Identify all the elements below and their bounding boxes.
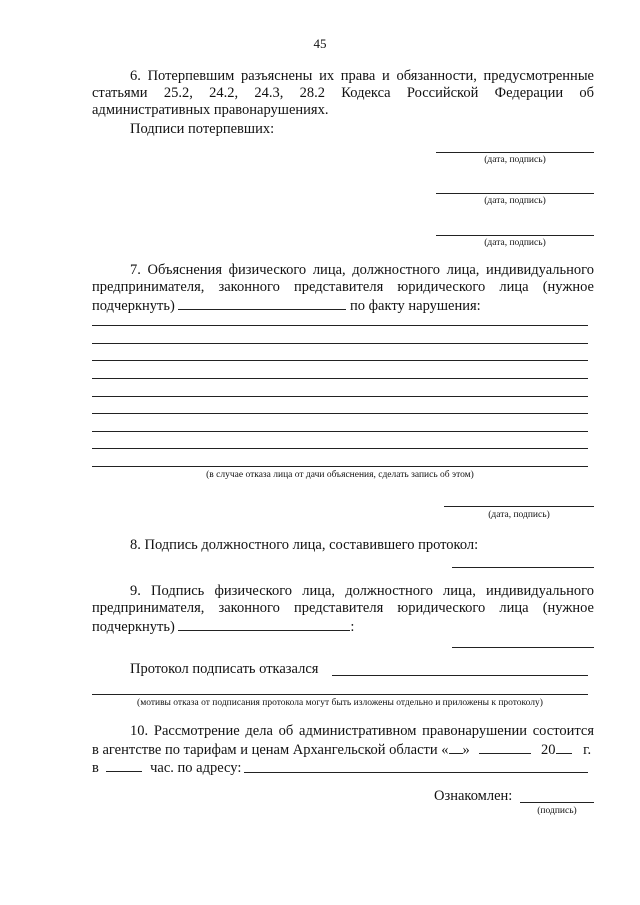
ack-caption: (подпись) xyxy=(537,806,577,816)
ack-signature-line[interactable] xyxy=(520,802,594,803)
explanation-line-2[interactable] xyxy=(92,343,588,344)
day-field[interactable] xyxy=(449,740,463,754)
official-signature-line[interactable] xyxy=(452,567,594,568)
victim-signature-line-2[interactable] xyxy=(436,193,594,194)
victim-signature-caption-2: (дата, подпись) xyxy=(484,196,546,206)
address-line[interactable] xyxy=(244,772,588,773)
explanation-line-4[interactable] xyxy=(92,378,588,379)
explanation-line-9[interactable] xyxy=(92,466,588,467)
explanation-signature-caption: (дата, подпись) xyxy=(488,510,550,520)
s9-line2: предпринимателя, законного представителя юридического лица (нужное xyxy=(92,600,594,616)
refusal-line[interactable] xyxy=(332,675,588,676)
s6-line1: 6. Потерпевшим разъяснены их права и обязанности, предусмотренные xyxy=(130,68,594,84)
signatures-label: Подписи потерпевших: xyxy=(130,121,275,137)
s9-line1: 9. Подпись физического лица, должностного лица, индивидуального xyxy=(130,583,594,599)
s6-line3: административных правонарушениях. xyxy=(92,102,329,118)
refusal-label: Протокол подписать отказался xyxy=(130,661,319,677)
s9-colon: : xyxy=(350,619,355,635)
page-number: 45 xyxy=(313,36,327,51)
s10-line3-text-b: час. по адресу: xyxy=(150,760,242,776)
s6-line2: статьями 25.2, 24.2, 24.3, 28.2 Кодекса Российской Федерации об xyxy=(92,85,594,101)
s7-line1: 7. Объяснения физического лица, должностного лица, индивидуального xyxy=(130,262,594,278)
s10-line2-text-b: » xyxy=(462,742,470,758)
explanation-line-1[interactable] xyxy=(92,325,588,326)
s9-underline-person-type[interactable] xyxy=(178,617,350,631)
s10-line2 xyxy=(92,740,591,759)
refusal-note: (в случае отказа лица от дачи объяснения, сделать запись об этом) xyxy=(206,470,474,480)
victim-signature-caption-3: (дата, подпись) xyxy=(484,238,546,248)
s7-line3-text-a: подчеркнуть) xyxy=(92,298,175,314)
s7-line2: предпринимателя, законного представителя юридического лица (нужное xyxy=(92,279,594,295)
s10-line2-text-a: в агентстве по тарифам и ценам Архангельской области « xyxy=(92,742,449,758)
victim-signature-line-1[interactable] xyxy=(436,152,594,153)
s8-text: 8. Подпись должностного лица, составившего протокол: xyxy=(130,537,479,553)
s9-line3-text: подчеркнуть) xyxy=(92,619,175,635)
person-signature-line[interactable] xyxy=(452,647,594,648)
ack-label: Ознакомлен: xyxy=(434,788,513,804)
hour-field[interactable] xyxy=(106,758,142,772)
s10-line3-text-a: в xyxy=(92,760,99,776)
victim-signature-caption-1: (дата, подпись) xyxy=(484,155,546,165)
s7-line3-text-b: по факту нарушения: xyxy=(350,298,481,314)
victim-signature-line-3[interactable] xyxy=(436,235,594,236)
explanation-line-5[interactable] xyxy=(92,396,588,397)
explanation-line-3[interactable] xyxy=(92,360,588,361)
explanation-signature-line[interactable] xyxy=(444,506,594,507)
refusal-motives-note: (мотивы отказа от подписания протокола могут быть изложены отдельно и приложены к протоколу) xyxy=(137,698,543,708)
month-field[interactable] xyxy=(479,740,531,754)
explanation-line-7[interactable] xyxy=(92,431,588,432)
explanation-line-6[interactable] xyxy=(92,413,588,414)
year-suffix: г. xyxy=(583,742,592,758)
year-field[interactable] xyxy=(556,740,572,754)
s10-line1: 10. Рассмотрение дела об административном правонарушении состоится xyxy=(130,723,594,739)
s10-line3 xyxy=(92,758,241,777)
year-prefix: 20 xyxy=(541,742,556,758)
s7-line3 xyxy=(92,296,481,315)
s9-line3 xyxy=(92,617,354,636)
explanation-line-8[interactable] xyxy=(92,448,588,449)
refusal-motives-line[interactable] xyxy=(92,694,588,695)
s7-underline-person-type[interactable] xyxy=(178,296,346,310)
